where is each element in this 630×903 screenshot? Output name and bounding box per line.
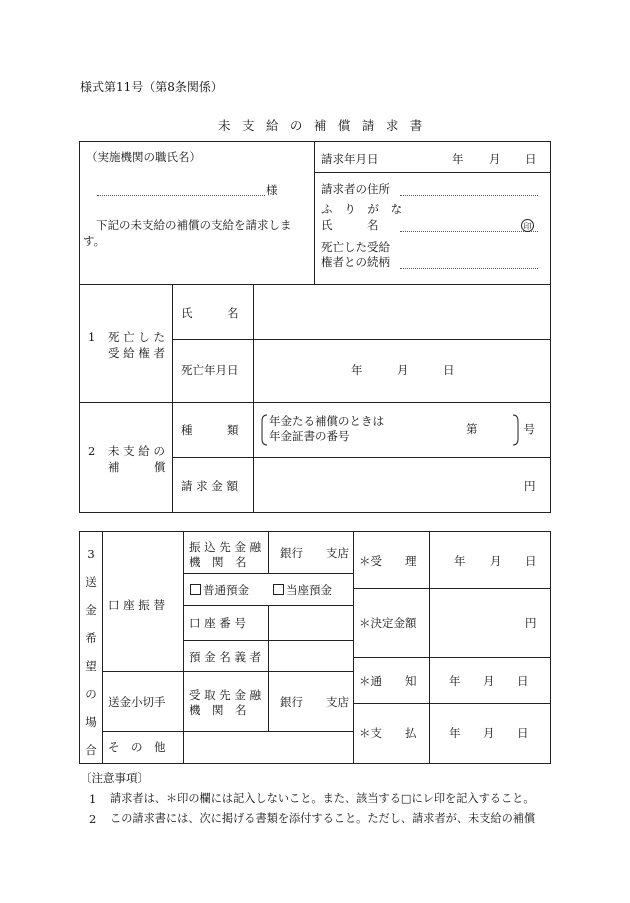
payment-month-unit: 月 [483,726,495,740]
payment-label: ＊支 払 [359,726,417,740]
accept-day-unit: 日 [525,554,537,568]
note-1-number: 1 [89,792,97,806]
section-1-number: 1 [88,330,96,344]
page-title: 未 支 給 の 補 償 請 求 書 [218,118,427,133]
ordinary-deposit-option[interactable]: 普通預金 [190,583,249,597]
address-label: 請求者の住所 [321,182,390,196]
relation-label-2: 権者との続柄 [321,255,390,269]
name-label: 氏 名 [321,218,379,232]
deceased-name-field[interactable] [254,286,550,338]
other-label: そ の 他 [108,740,166,754]
bank-label-2: 機 関 名 [189,555,247,569]
notice-month-unit: 月 [483,674,495,688]
decided-yen-unit: 円 [525,616,537,630]
address-field[interactable] [400,195,538,196]
relation-label-1: 死亡した受給 [321,240,390,254]
agency-label: （実施機関の職氏名） [86,150,201,164]
type-label: 種 類 [181,423,239,437]
furigana-label: ふ り が な [321,202,407,216]
death-month-unit: 月 [397,363,409,377]
transfer-label: 口 座 振 替 [108,598,165,612]
section-2-number: 2 [88,444,96,458]
current-deposit-checkbox[interactable] [273,584,284,595]
notice-day-unit: 日 [517,674,529,688]
note-2-number: 2 [89,812,97,826]
section-2-label-2: 補 償 [108,460,166,474]
receive-bank-label-2: 機 関 名 [189,703,247,717]
section-1-label-2: 受 給 権 者 [108,346,165,360]
decided-amount-label: ＊決定金額 [359,616,417,630]
section-2-label-1: 未 支 給 の [108,444,165,458]
agency-name-field[interactable] [97,195,265,196]
payment-year-unit: 年 [449,726,461,740]
account-holder-field[interactable] [269,641,352,670]
deceased-name-label: 氏 名 [181,306,239,320]
death-day-unit: 日 [443,363,455,377]
honorific: 様 [266,183,278,197]
claim-date-label: 請求年月日 [321,152,379,166]
payment-day-unit: 日 [517,726,529,740]
pension-line-1: 年金たる補償のときは [269,414,384,428]
amount-yen-unit: 円 [524,479,536,493]
section-1-label-1: 死 亡 し た [108,330,165,344]
death-year-unit: 年 [351,363,363,377]
current-deposit-option[interactable]: 当座預金 [273,583,332,597]
request-text-1: 下記の未支給の補償の支給を請求しま [96,218,292,232]
relation-field[interactable] [400,268,538,269]
notice-label: ＊通 知 [359,674,417,688]
receive-bank-branch: 銀行 支店 [280,695,349,709]
name-field[interactable] [400,231,538,232]
claim-month-unit: 月 [489,152,501,166]
form-number: 様式第11号（第8条関係） [80,80,223,94]
receive-bank-label-1: 受 取 先 金 融 [189,688,262,702]
note-2: この請求書には、次に掲げる書類を添付すること。ただし、請求者が、未支給の補償 [110,812,536,825]
claim-day-unit: 日 [525,152,537,166]
accept-year-unit: 年 [454,554,466,568]
account-holder-label: 預 金 名 義 者 [189,650,262,664]
pension-line-2: 年金証書の番号 [269,429,350,443]
accept-month-unit: 月 [490,554,502,568]
notes-header: 〔注意事項〕 [80,771,149,785]
pension-number-suffix: 第 号 [466,422,535,436]
seal-icon: 印 [521,219,534,232]
bank-label-1: 振 込 先 金 融 [189,540,262,554]
account-number-field[interactable] [269,606,352,639]
notice-year-unit: 年 [449,674,461,688]
check-label: 送金小切手 [108,695,166,709]
ordinary-deposit-checkbox[interactable] [190,584,201,595]
accept-label: ＊受 理 [359,554,417,568]
note-1: 請求者は、＊印の欄には記入しないこと。また、該当する□にレ印を記入すること。 [110,792,535,805]
amount-field[interactable] [254,458,524,512]
claim-year-unit: 年 [452,152,464,166]
section-3-vertical-label: 3 送 金 希 望 の 場 合 [85,547,97,757]
bank-branch: 銀行 支店 [280,546,349,560]
other-field[interactable] [184,732,352,763]
account-number-label: 口 座 番 号 [189,616,246,630]
request-text-2: す。 [83,234,106,248]
death-date-label: 死亡年月日 [181,363,239,377]
amount-label: 請 求 金 額 [181,479,238,493]
